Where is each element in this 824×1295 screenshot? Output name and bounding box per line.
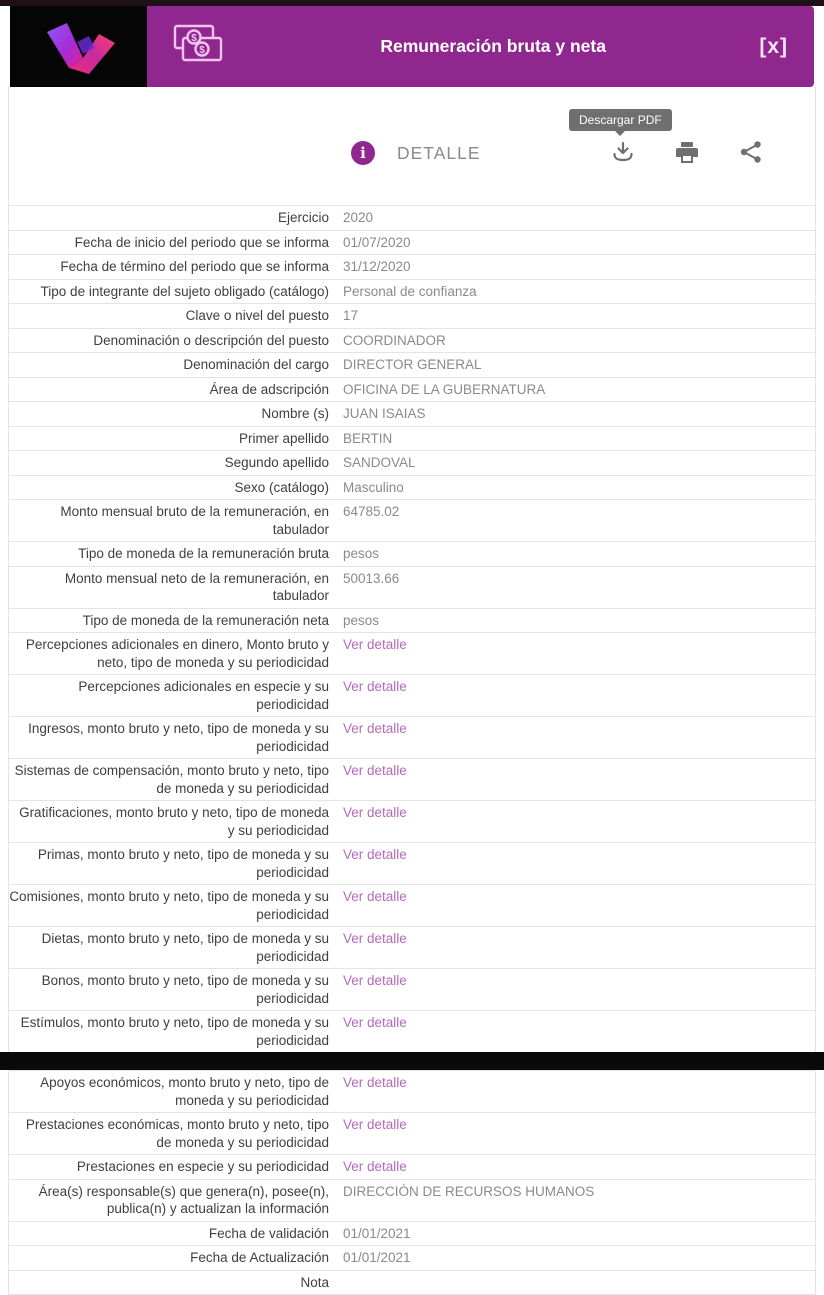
- row-label: Tipo de moneda de la remuneración bruta: [9, 545, 343, 563]
- table-row: [9, 1112, 815, 1154]
- table-row: [9, 450, 815, 475]
- table-row: [9, 279, 815, 304]
- svg-text:$: $: [199, 45, 205, 56]
- row-label: Comisiones, monto bruto y neto, tipo de moneda y su periodicidad: [9, 888, 343, 923]
- table-row: [9, 426, 815, 451]
- row-label: Área de adscripción: [9, 381, 343, 399]
- row-value: COORDINADOR: [343, 332, 815, 350]
- table-row: [9, 1070, 815, 1112]
- row-label: Fecha de término del periodo que se informa: [9, 258, 343, 276]
- row-label: Nombre (s): [9, 405, 343, 423]
- table-row: [9, 800, 815, 842]
- table-row: [9, 499, 815, 541]
- row-label: Ejercicio: [9, 209, 343, 227]
- row-label: Fecha de inicio del periodo que se informa: [9, 234, 343, 252]
- ver-detalle-link[interactable]: Ver detalle: [343, 1074, 815, 1109]
- svg-text:$: $: [191, 33, 197, 44]
- table-row: [9, 352, 815, 377]
- row-label: Gratificaciones, monto bruto y neto, tipo de moneda y su periodicidad: [9, 804, 343, 839]
- ver-detalle-link[interactable]: Ver detalle: [343, 846, 815, 881]
- table-row: [9, 674, 815, 716]
- row-value: DIRECCIÓN DE RECURSOS HUMANOS: [343, 1183, 815, 1218]
- row-value: 64785.02: [343, 503, 815, 538]
- dialog-title: Remuneración bruta y neta: [227, 36, 759, 57]
- tooltip-text: Descargar PDF: [579, 113, 662, 127]
- row-label: Apoyos económicos, monto bruto y neto, tipo de moneda y su periodicidad: [9, 1074, 343, 1109]
- row-value: 01/07/2020: [343, 234, 815, 252]
- detail-toolbar: [9, 87, 815, 165]
- row-value: OFICINA DE LA GUBERNATURA: [343, 381, 815, 399]
- row-label: Estímulos, monto bruto y neto, tipo de moneda y su periodicidad: [9, 1014, 343, 1049]
- table-row: [9, 328, 815, 353]
- row-label: Fecha de Actualización: [9, 1249, 343, 1267]
- row-value: JUAN ISAIAS: [343, 405, 815, 423]
- row-label: Tipo de moneda de la remuneración neta: [9, 612, 343, 630]
- action-icons: [610, 139, 764, 165]
- ver-detalle-link[interactable]: Ver detalle: [343, 1116, 815, 1151]
- table-row: [9, 541, 815, 566]
- row-label: Denominación o descripción del puesto: [9, 332, 343, 350]
- row-label: Prestaciones en especie y su periodicidad: [9, 1158, 343, 1176]
- screenshot-black-band: [0, 1052, 824, 1070]
- table-row: [9, 205, 815, 230]
- table-row: [9, 758, 815, 800]
- row-value: pesos: [343, 545, 815, 563]
- close-icon[interactable]: [x]: [759, 36, 788, 57]
- tooltip-caret: [615, 131, 625, 136]
- row-value: 17: [343, 307, 815, 325]
- ver-detalle-link[interactable]: Ver detalle: [343, 930, 815, 965]
- download-tooltip: [569, 109, 672, 131]
- row-value: Masculino: [343, 479, 815, 497]
- row-label: Percepciones adicionales en especie y su periodicidad: [9, 678, 343, 713]
- row-label: Prestaciones económicas, monto bruto y neto, tipo de moneda y su periodicidad: [9, 1116, 343, 1151]
- info-icon: i: [351, 141, 375, 165]
- table-row: [9, 1010, 815, 1052]
- ver-detalle-link[interactable]: Ver detalle: [343, 804, 815, 839]
- table-row: [9, 254, 815, 279]
- row-value: 01/01/2021: [343, 1225, 815, 1243]
- ver-detalle-link[interactable]: Ver detalle: [343, 1014, 815, 1049]
- table-row: [9, 716, 815, 758]
- row-label: Clave o nivel del puesto: [9, 307, 343, 325]
- dialog-header: [10, 6, 814, 87]
- row-label: Área(s) responsable(s) que genera(n), posee(n), publica(n) y actualizan la información: [9, 1183, 343, 1218]
- row-label: Fecha de validación: [9, 1225, 343, 1243]
- row-label: Dietas, monto bruto y neto, tipo de moneda y su periodicidad: [9, 930, 343, 965]
- detail-rows-bottom: [9, 1070, 815, 1295]
- table-row: [9, 884, 815, 926]
- table-row: [9, 377, 815, 402]
- row-label: Monto mensual bruto de la remuneración, en tabulador: [9, 503, 343, 538]
- row-value: 31/12/2020: [343, 258, 815, 276]
- row-label: Segundo apellido: [9, 454, 343, 472]
- ver-detalle-link[interactable]: Ver detalle: [343, 972, 815, 1007]
- ver-detalle-link[interactable]: Ver detalle: [343, 1158, 815, 1176]
- ver-detalle-link[interactable]: Ver detalle: [343, 720, 815, 755]
- row-value: 01/01/2021: [343, 1249, 815, 1267]
- table-row: [9, 608, 815, 633]
- row-value: 2020: [343, 209, 815, 227]
- tab-detalle-label: DETALLE: [397, 143, 481, 164]
- table-row: [9, 401, 815, 426]
- table-row: [9, 1270, 815, 1295]
- row-value: SANDOVAL: [343, 454, 815, 472]
- row-value: BERTIN: [343, 430, 815, 448]
- ver-detalle-link[interactable]: Ver detalle: [343, 762, 815, 797]
- ver-detalle-link[interactable]: Ver detalle: [343, 888, 815, 923]
- printer-icon[interactable]: [674, 139, 700, 165]
- table-row: [9, 968, 815, 1010]
- table-row: [9, 1221, 815, 1246]
- row-label: Bonos, monto bruto y neto, tipo de moneda y su periodicidad: [9, 972, 343, 1007]
- row-label: Primer apellido: [9, 430, 343, 448]
- row-label: Primas, monto bruto y neto, tipo de moneda y su periodicidad: [9, 846, 343, 881]
- table-row: [9, 632, 815, 674]
- ver-detalle-link[interactable]: Ver detalle: [343, 636, 815, 671]
- row-label: Monto mensual neto de la remuneración, en tabulador: [9, 570, 343, 605]
- row-value: DIRECTOR GENERAL: [343, 356, 815, 374]
- ver-detalle-link[interactable]: Ver detalle: [343, 678, 815, 713]
- detail-panel: [8, 87, 816, 1295]
- row-label: Sistemas de compensación, monto bruto y neto, tipo de moneda y su periodicidad: [9, 762, 343, 797]
- row-value: Personal de confianza: [343, 283, 815, 301]
- table-row: [9, 1154, 815, 1179]
- table-row: [9, 926, 815, 968]
- row-label: Percepciones adicionales en dinero, Monto bruto y neto, tipo de moneda y su periodicidad: [9, 636, 343, 671]
- share-icon[interactable]: [738, 139, 764, 165]
- row-value: pesos: [343, 612, 815, 630]
- detail-table: [9, 205, 815, 1295]
- table-row: [9, 842, 815, 884]
- table-row: [9, 230, 815, 255]
- row-label: Denominación del cargo: [9, 356, 343, 374]
- tab-detalle[interactable]: [351, 141, 481, 165]
- row-label: Nota: [9, 1274, 343, 1292]
- table-row: [9, 303, 815, 328]
- pnt-logo: [10, 6, 147, 87]
- table-row: [9, 566, 815, 608]
- detail-rows-top: [9, 205, 815, 1052]
- download-icon[interactable]: [610, 139, 636, 165]
- table-row: [9, 475, 815, 500]
- row-label: Ingresos, monto bruto y neto, tipo de moneda y su periodicidad: [9, 720, 343, 755]
- pnt-logo-icon: [31, 16, 127, 78]
- table-row: [9, 1245, 815, 1270]
- row-label: Sexo (catálogo): [9, 479, 343, 497]
- table-row: [9, 1179, 815, 1221]
- banknotes-icon: [169, 22, 227, 71]
- row-value: 50013.66: [343, 570, 815, 605]
- row-label: Tipo de integrante del sujeto obligado (catálogo): [9, 283, 343, 301]
- row-value: [343, 1274, 815, 1292]
